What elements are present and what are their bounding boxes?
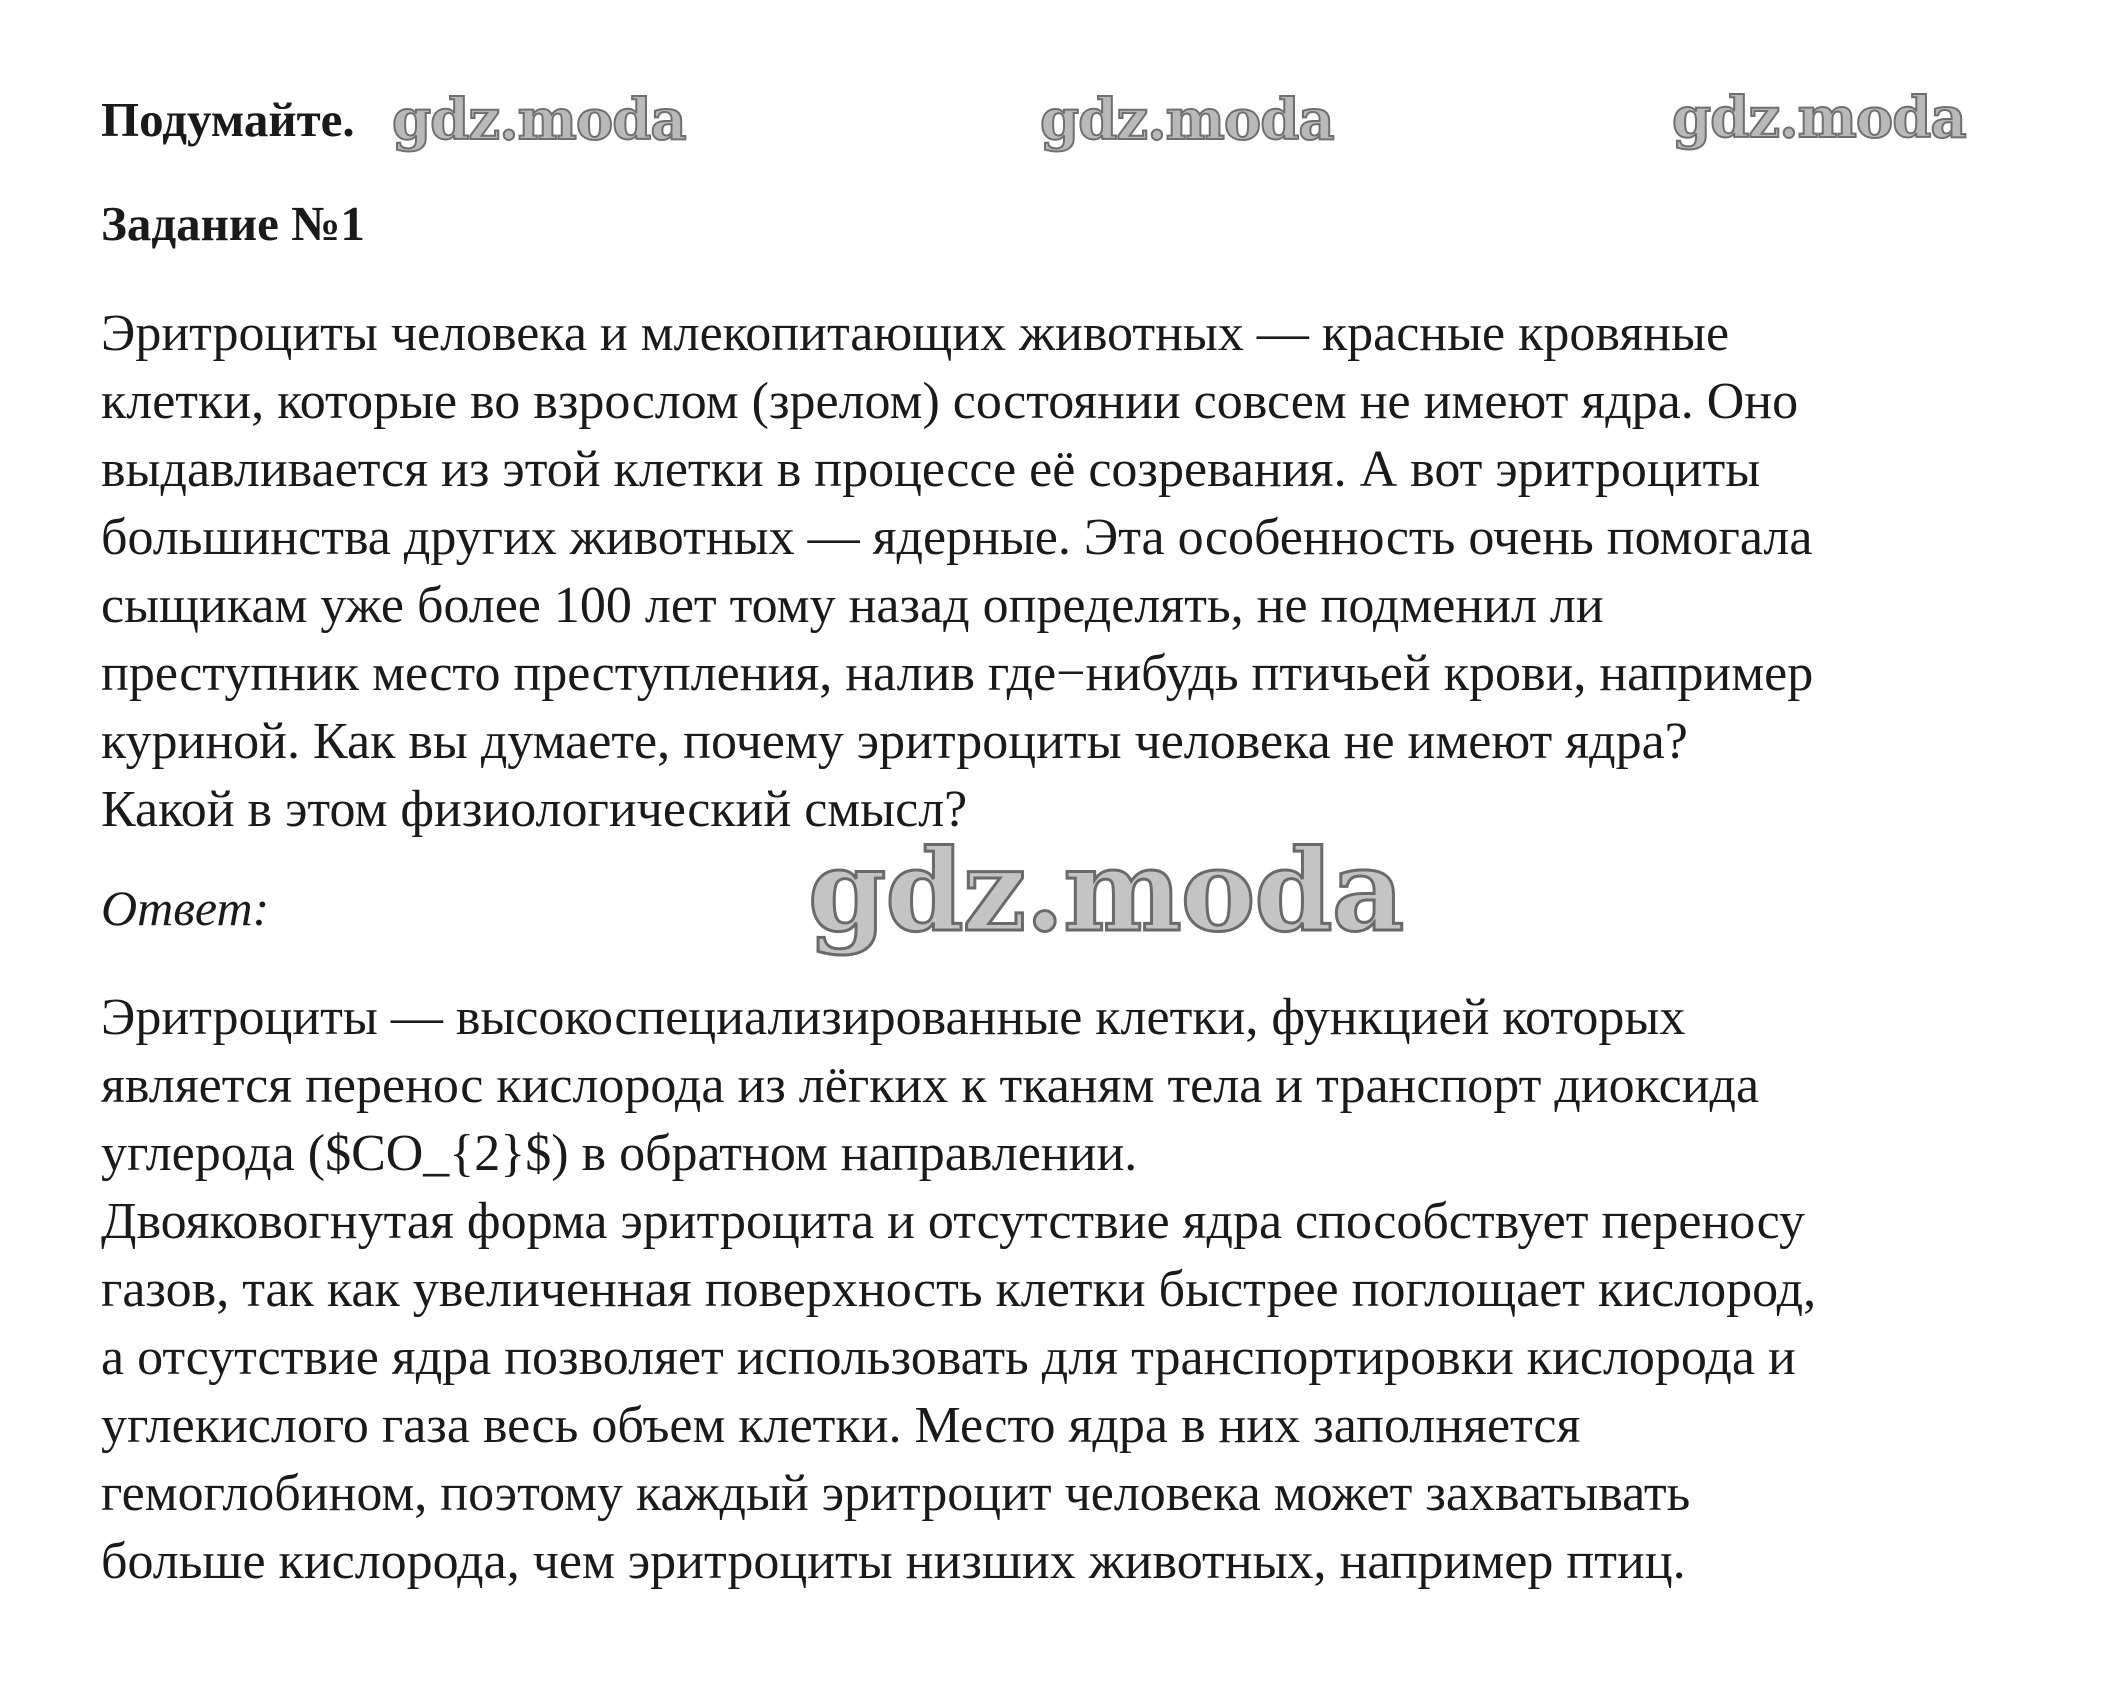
question-line: клетки, которые во взрослом (зрелом) состоянии совсем не имеют ядра. Оно [101,373,1799,430]
answer-line: гемоглобином, поэтому каждый эритроцит человека может захватывать [101,1465,1691,1522]
watermark-logo: gdz.moda [808,826,1404,957]
task-title: Задание №1 [101,196,365,251]
answer-line: Эритроциты — высокоспециализированные клетки, функцией которых [101,989,1686,1046]
question-line: Эритроциты человека и млекопитающих животных — красные кровяные [101,305,1730,362]
question-text [101,300,2091,844]
answer-line: а отсутствие ядра позволяет использовать для транспортировки кислорода и [101,1329,1796,1386]
answer-line: углекислого газа весь объем клетки. Место ядра в них заполняется [101,1397,1581,1454]
watermark-logo: gdz.moda [1672,85,1966,151]
watermark-logo: gdz.moda [1040,87,1334,153]
question-line: большинства других животных — ядерные. Эта особенность очень помогала [101,509,1813,566]
answer-line: Двояковогнутая форма эритроцита и отсутствие ядра способствует переносу [101,1193,1805,1250]
answer-text [101,984,2091,1596]
question-line: куриной. Как вы думаете, почему эритроциты человека не имеют ядра? [101,713,1688,770]
answer-line: больше кислорода, чем эритроциты низших животных, например птиц. [101,1533,1686,1590]
question-line: Какой в этом физиологический смысл? [101,781,968,838]
answer-line: углерода ($CO_{2}$) в обратном направлении. [101,1125,1138,1182]
watermark-logo: gdz.moda [392,87,686,153]
question-line: преступник место преступления, налив где−нибудь птичьей крови, например [101,645,1814,702]
answer-label: Ответ: [101,880,270,936]
question-line: выдавливается из этой клетки в процессе её созревания. А вот эритроциты [101,441,1761,498]
answer-line: является перенос кислорода из лёгких к тканям тела и транспорт диоксида [101,1057,1760,1114]
answer-line: газов, так как увеличенная поверхность клетки быстрее поглощает кислород, [101,1261,1817,1318]
question-line: сыщикам уже более 100 лет тому назад определять, не подменил ли [101,577,1604,634]
section-title: Подумайте. [101,92,355,147]
